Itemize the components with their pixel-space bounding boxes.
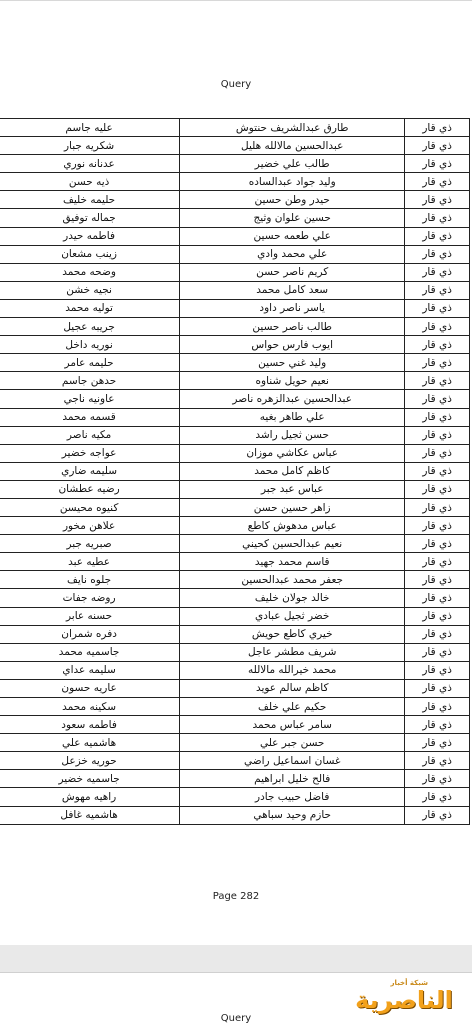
mother-name-cell: روضه جفات (0, 589, 180, 607)
watermark-main-text: الناصرية (355, 986, 453, 1014)
name-cell: كاظم كامل محمد (180, 462, 405, 480)
mother-name-cell: نجيه خشن (0, 281, 180, 299)
name-cell: كاظم سالم عويد (180, 679, 405, 697)
name-cell: وليد جواد عبدالساده (180, 173, 405, 191)
governorate-cell: ذي قار (405, 336, 470, 354)
name-cell: سامر عباس محمد (180, 716, 405, 734)
mother-name-cell: عطيه عبد (0, 553, 180, 571)
name-cell: حسن جبر علي (180, 734, 405, 752)
name-cell: فالح خليل ابراهيم (180, 770, 405, 788)
mother-name-cell: حسنه عابر (0, 607, 180, 625)
mother-name-cell: دفره شمران (0, 625, 180, 643)
mother-name-cell: عاريه حسون (0, 679, 180, 697)
governorate-cell: ذي قار (405, 571, 470, 589)
table-row (0, 245, 470, 263)
mother-name-cell: فاطمه سعود (0, 716, 180, 734)
name-cell: خضر ثجيل عبادي (180, 607, 405, 625)
governorate-cell: ذي قار (405, 191, 470, 209)
table-row (0, 643, 470, 661)
table-row (0, 462, 470, 480)
records-table (0, 118, 470, 825)
table-row (0, 661, 470, 679)
mother-name-cell: حدهن جاسم (0, 372, 180, 390)
table-row (0, 770, 470, 788)
governorate-cell: ذي قار (405, 263, 470, 281)
name-cell: وليد غني حسين (180, 354, 405, 372)
name-cell: طالب ناصر حسين (180, 318, 405, 336)
mother-name-cell: شكريه جبار (0, 137, 180, 155)
governorate-cell: ذي قار (405, 625, 470, 643)
table-row (0, 679, 470, 697)
governorate-cell: ذي قار (405, 444, 470, 462)
name-cell: زاهر حسين حسن (180, 498, 405, 516)
mother-name-cell: وضحه محمد (0, 263, 180, 281)
governorate-cell: ذي قار (405, 155, 470, 173)
governorate-cell: ذي قار (405, 209, 470, 227)
name-cell: حيدر وطن حسين (180, 191, 405, 209)
table-row (0, 318, 470, 336)
table-row (0, 281, 470, 299)
name-cell: قاسم محمد جهيد (180, 553, 405, 571)
name-cell: حسين علوان وثيج (180, 209, 405, 227)
governorate-cell: ذي قار (405, 480, 470, 498)
mother-name-cell: مكيه ناصر (0, 426, 180, 444)
governorate-cell: ذي قار (405, 734, 470, 752)
table-row (0, 209, 470, 227)
mother-name-cell: سليمه ضاري (0, 462, 180, 480)
table-row (0, 173, 470, 191)
table-row (0, 734, 470, 752)
governorate-cell: ذي قار (405, 535, 470, 553)
governorate-cell: ذي قار (405, 318, 470, 336)
table-row (0, 498, 470, 516)
governorate-cell: ذي قار (405, 462, 470, 480)
governorate-cell: ذي قار (405, 119, 470, 137)
governorate-cell: ذي قار (405, 698, 470, 716)
mother-name-cell: عواجه خضير (0, 444, 180, 462)
mother-name-cell: جريبه عجيل (0, 318, 180, 336)
name-cell: خيري كاطع حويش (180, 625, 405, 643)
mother-name-cell: سكينه محمد (0, 698, 180, 716)
table-row (0, 480, 470, 498)
mother-name-cell: راهيه مهوش (0, 788, 180, 806)
name-cell: غسان اسماعيل راضي (180, 752, 405, 770)
records-table-body (0, 119, 470, 825)
mother-name-cell: عليه جاسم (0, 119, 180, 137)
name-cell: جعفر محمد عبدالحسين (180, 571, 405, 589)
table-row (0, 354, 470, 372)
table-row (0, 191, 470, 209)
governorate-cell: ذي قار (405, 498, 470, 516)
table-row (0, 571, 470, 589)
watermark-small-text: شبكة أخبار (390, 979, 428, 987)
governorate-cell: ذي قار (405, 354, 470, 372)
name-cell: علي طعمه حسين (180, 227, 405, 245)
name-cell: فاضل حبيب جادر (180, 788, 405, 806)
table-row (0, 589, 470, 607)
governorate-cell: ذي قار (405, 426, 470, 444)
mother-name-cell: جاسميه خضير (0, 770, 180, 788)
governorate-cell: ذي قار (405, 173, 470, 191)
mother-name-cell: حليمه خليف (0, 191, 180, 209)
name-cell: نعيم حويل شناوه (180, 372, 405, 390)
mother-name-cell: توليه محمد (0, 299, 180, 317)
mother-name-cell: صبريه جبر (0, 535, 180, 553)
governorate-cell: ذي قار (405, 517, 470, 535)
governorate-cell: ذي قار (405, 281, 470, 299)
name-cell: سعد كامل محمد (180, 281, 405, 299)
mother-name-cell: هاشميه علي (0, 734, 180, 752)
mother-name-cell: نوريه داخل (0, 336, 180, 354)
table-row (0, 788, 470, 806)
mother-name-cell: عاونيه ناجي (0, 390, 180, 408)
table-row (0, 607, 470, 625)
governorate-cell: ذي قار (405, 245, 470, 263)
table-row (0, 553, 470, 571)
name-cell: عباس مدهوش كاطع (180, 517, 405, 535)
table-row (0, 390, 470, 408)
governorate-cell: ذي قار (405, 788, 470, 806)
governorate-cell: ذي قار (405, 589, 470, 607)
mother-name-cell: علاهن مخور (0, 517, 180, 535)
watermark-logo (336, 978, 468, 1018)
mother-name-cell: ذيه حسن (0, 173, 180, 191)
governorate-cell: ذي قار (405, 390, 470, 408)
table-row (0, 263, 470, 281)
name-cell: محمد خيرالله مالالله (180, 661, 405, 679)
governorate-cell: ذي قار (405, 227, 470, 245)
governorate-cell: ذي قار (405, 299, 470, 317)
mother-name-cell: حليمه عامر (0, 354, 180, 372)
name-cell: عباس عبد جبر (180, 480, 405, 498)
mother-name-cell: هاشميه غافل (0, 806, 180, 824)
table-row (0, 698, 470, 716)
mother-name-cell: رضيه عطشان (0, 480, 180, 498)
governorate-cell: ذي قار (405, 607, 470, 625)
mother-name-cell: عدنانه نوري (0, 155, 180, 173)
name-cell: كريم ناصر حسن (180, 263, 405, 281)
mother-name-cell: حوريه خزعل (0, 752, 180, 770)
table-row (0, 119, 470, 137)
name-cell: علي طاهر بغيه (180, 408, 405, 426)
table-row (0, 155, 470, 173)
name-cell: نعيم عبدالحسين كحيني (180, 535, 405, 553)
table-row (0, 336, 470, 354)
name-cell: حازم وحيد سباهي (180, 806, 405, 824)
table-row (0, 408, 470, 426)
name-cell: حسن ثجيل راشد (180, 426, 405, 444)
table-row (0, 752, 470, 770)
name-cell: عباس عكاشي موزان (180, 444, 405, 462)
table-row (0, 444, 470, 462)
governorate-cell: ذي قار (405, 806, 470, 824)
name-cell: علي محمد وادي (180, 245, 405, 263)
name-cell: خالد جولان خليف (180, 589, 405, 607)
mother-name-cell: فاطمه حيدر (0, 227, 180, 245)
table-row (0, 227, 470, 245)
name-cell: طالب علي خضير (180, 155, 405, 173)
name-cell: عبدالحسين مالالله هليل (180, 137, 405, 155)
table-row (0, 517, 470, 535)
governorate-cell: ذي قار (405, 372, 470, 390)
mother-name-cell: سليمه عداي (0, 661, 180, 679)
name-cell: ياسر ناصر داود (180, 299, 405, 317)
name-cell: عبدالحسين عبدالزهره ناصر (180, 390, 405, 408)
name-cell: شريف مطشر عاجل (180, 643, 405, 661)
mother-name-cell: جماله توفيق (0, 209, 180, 227)
table-row (0, 426, 470, 444)
mother-name-cell: زينب مشعان (0, 245, 180, 263)
mother-name-cell: جاسميه محمد (0, 643, 180, 661)
governorate-cell: ذي قار (405, 408, 470, 426)
table-row (0, 299, 470, 317)
mother-name-cell: كنيوه محيسن (0, 498, 180, 516)
table-row (0, 806, 470, 824)
governorate-cell: ذي قار (405, 770, 470, 788)
governorate-cell: ذي قار (405, 553, 470, 571)
name-cell: طارق عبدالشريف حنتوش (180, 119, 405, 137)
governorate-cell: ذي قار (405, 679, 470, 697)
name-cell: ايوب فارس حواس (180, 336, 405, 354)
table-row (0, 137, 470, 155)
page-number: Page 282 (212, 891, 260, 902)
governorate-cell: ذي قار (405, 661, 470, 679)
next-page-header: Query (220, 1013, 252, 1024)
governorate-cell: ذي قار (405, 752, 470, 770)
table-row (0, 716, 470, 734)
governorate-cell: ذي قار (405, 137, 470, 155)
table-row (0, 535, 470, 553)
governorate-cell: ذي قار (405, 643, 470, 661)
governorate-cell: ذي قار (405, 716, 470, 734)
mother-name-cell: قسمه محمد (0, 408, 180, 426)
name-cell: حكيم علي خلف (180, 698, 405, 716)
table-row (0, 372, 470, 390)
mother-name-cell: جلوه نايف (0, 571, 180, 589)
table-row (0, 625, 470, 643)
page-header: Query (220, 79, 252, 90)
